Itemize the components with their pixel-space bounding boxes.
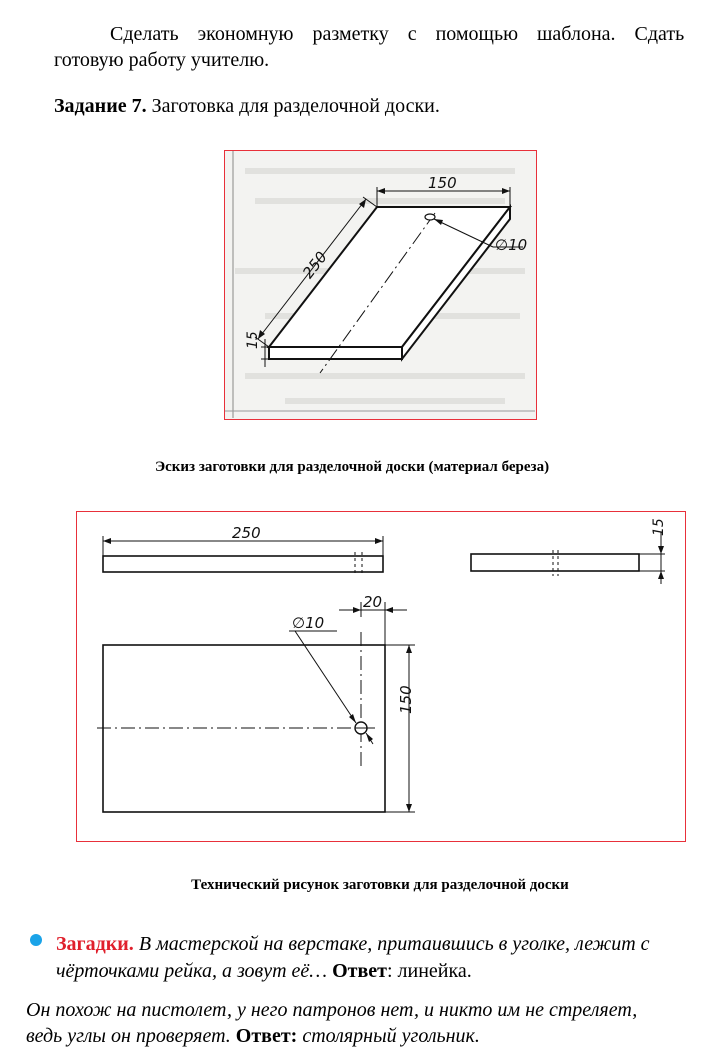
sketch-caption: Эскиз заготовки для разделочной доски (материал береза): [154, 459, 550, 475]
intro-line-2: готовую работу учителю.: [54, 49, 270, 71]
sketch-dim-15: 15: [245, 331, 261, 349]
tech-dim-15: 15: [651, 518, 667, 536]
task-7-label: Задание 7.: [54, 95, 147, 117]
riddle-1-answer: : линейка.: [386, 960, 472, 982]
tech-drawing: [77, 512, 684, 840]
sketch-dim-hole: ∅10: [495, 236, 528, 254]
riddle-2-question-b: ведь углы он проверяет.: [26, 1025, 236, 1047]
riddle-1-question-b: чёрточками рейка, а зовут её…: [56, 960, 333, 982]
riddle-2-answer-label: Ответ:: [235, 1025, 298, 1047]
tech-dim-150: 150: [397, 685, 415, 714]
tech-caption: Технический рисунок заготовки для разделочной доски: [191, 877, 569, 893]
task-7-heading: [54, 92, 440, 120]
sketch-frame: [224, 150, 537, 420]
riddle-2-line-2: [26, 1022, 480, 1050]
task-7-text: Заготовка для разделочной доски.: [146, 95, 440, 117]
riddle-2-answer: столярный угольник.: [297, 1025, 480, 1047]
riddle-1-answer-label: Ответ: [332, 960, 387, 982]
bullet-dot: [30, 934, 42, 946]
riddle-1-line-2: [56, 957, 472, 985]
riddle-1-line-1: [56, 930, 650, 958]
tech-dim-hole: ∅10: [292, 614, 325, 632]
riddle-2-line-1: [26, 996, 637, 1024]
sketch-dim-150: 150: [428, 174, 457, 192]
tech-frame: [76, 511, 686, 842]
riddle-2-question-a: Он похож на пистолет, у него патронов нет, и никто им не стреляет,: [26, 999, 638, 1021]
riddles-title: Загадки.: [56, 933, 134, 955]
sketch-dim-250: 250: [298, 248, 331, 282]
tech-dim-20: 20: [363, 593, 383, 611]
tech-dim-250: 250: [232, 524, 261, 542]
intro-line-1: Сделать экономную разметку с помощью шаблона. Сдать: [110, 23, 685, 45]
riddle-1-question-a: В мастерской на верстаке, притаившись в уголке, лежит с: [133, 933, 650, 955]
sketch-drawing: [225, 151, 535, 418]
